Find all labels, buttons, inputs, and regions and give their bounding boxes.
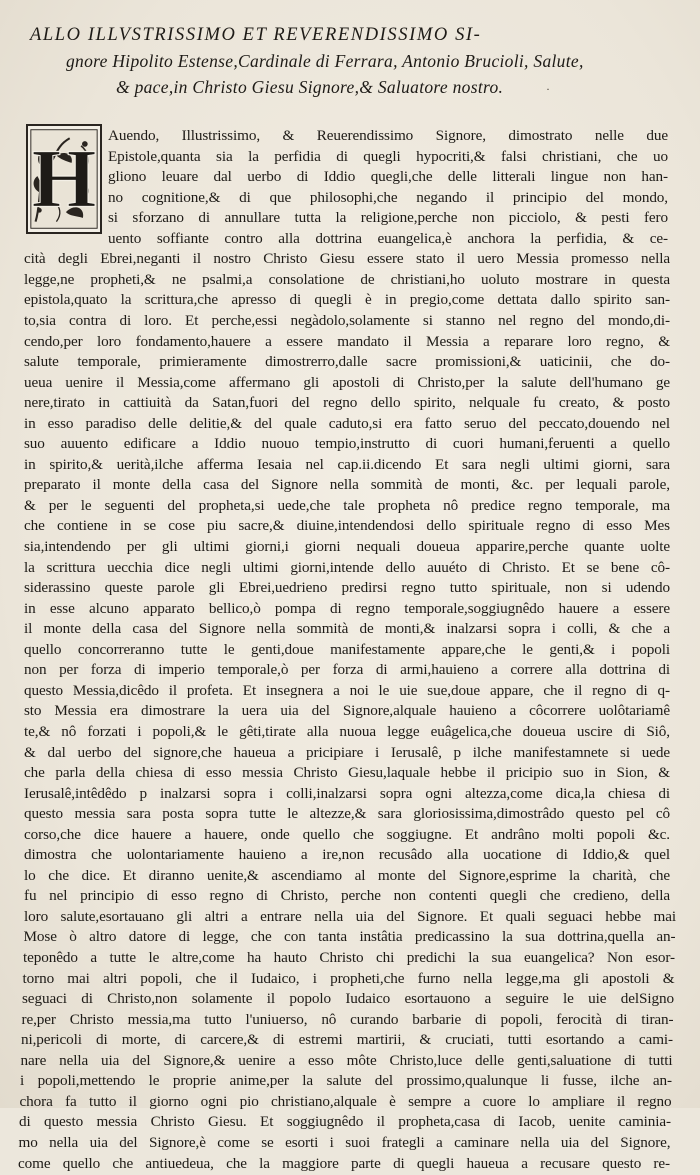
text-line: nere,tirato in cattiuità da Satan,fuori del regno dello spirito, nelquale fu creato, & posto: [24, 394, 670, 412]
text-line: siderassino queste parole gli Ebrei,uedrieno predirsi regno tutto spirituale, non si udendo: [24, 579, 670, 597]
heading-line-3: & pace,in Christo Giesu Signore,& Saluatore nostro.: [116, 77, 504, 97]
text-line: che contiene in se cose piu sacre,& diuine,intendendosi dello spirituale regno di esso Mes: [24, 517, 670, 535]
text-line: Epistole,quanta sia la perfidia di quegli hypocriti,& falsi christiani, che uo: [108, 147, 668, 165]
decorated-initial-letter: [26, 124, 102, 234]
text-line: Ierusalê,intêdêdo p inalzarsi sopra i colli,inalzarsi sopra ogni altezza,come dica,la chiesa di: [24, 784, 670, 802]
text-line: in esse alcuno apparato bellico,ò pompa di regno temporale,soggiugnêdo hauere a essere: [24, 599, 670, 617]
text-line: Auendo, Illustrissimo, & Reuerendissimo Signore, dimostrato nelle due: [108, 127, 668, 144]
text-line: teponêdo a tutte le altre,come ha hauto Christo chi predichi la sua euangelica? Non esor-: [23, 949, 675, 966]
text-line: preparato il monte della casa del Signore nella sommità de monti, &c. per lequali parole,: [24, 476, 670, 494]
text-line: loro salute,esortauano gli altri a entrare nella uia del Signore. Et quali seguaci hebbe mai: [24, 907, 676, 925]
text-line: te,& nô forzati i popoli,& le gêti,tirate alla nuoua legge euâgelica,che doueua uscire di Siô,: [24, 722, 670, 740]
text-line: questo Messia,dicêdo il profeta. Et insegnera a noi le uie sue,doue appare, che il regno di q-: [24, 681, 670, 699]
text-line: cendo,per loro fondamento,hauere a essere mandato il Messia a reparare loro regno, &: [24, 332, 670, 350]
text-line: come quello che antiuedeua, che la maggiore parte di quegli haueua a recusare questo re-: [18, 1154, 670, 1172]
text-line: fu nel principio di esso regno di Christo, perche non contenti quegli che credieno, della: [24, 887, 670, 905]
text-line: gliono leuare dal uerbo di Iddio quegli,che delle litterali lingue non han-: [108, 168, 668, 186]
text-line: il monte della casa del Signore nella sommità de monti,& inalzarsi sopra i colli, & che a: [24, 620, 670, 638]
text-line: lo che dice. Et diranno uenite,& ascendiamo al monte del Signore,esprime la charità, che: [24, 866, 670, 884]
text-line: & dal uerbo del signore,che haueua a pricipiare i Ierusalê, p ilche manifestamnete si uede: [24, 743, 670, 761]
text-line: torno mai altri popoli, che il Iudaico, i propheti,che furno nella legge,ma gli apostoli &: [22, 969, 675, 987]
text-line: re,per Christo messia,ma tutto l'uniuerso, nô curando barbarie di popoli, ferocità di tiran-: [21, 1010, 674, 1028]
text-line: chora fa tutto il giorno ogni pio christiano,alquale è sempre a cuore lo ampliare il regno: [19, 1092, 672, 1110]
text-line: di questo messia Christo Giesu. Et soggiugnêdo il propheta,casa di Iacob, uenite caminia-: [19, 1113, 671, 1131]
text-line: si sforzano di annullare tutta la religione,perche non picciolo, & pesti fero: [108, 209, 668, 227]
text-line: i popoli,mettendo le proprie anime,per la salute del prossimo,qualunque li fusse, ilche an-: [20, 1072, 672, 1090]
text-line: cità degli Ebrei,neganti il nostro Christo Giesu essere stato il uero Messia promesso nella: [24, 250, 670, 268]
text-line: sia,intendendo per gli ultimi giorni,i giorni nequali doueua apparire,perche quante uolte: [24, 538, 670, 555]
text-line: non per forza di imperio temporale,ò per forza di armi,hauieno a correre alla dottrina di: [24, 661, 670, 679]
text-line: uento soffiante contro alla dottrina euangelica,è anchora la perfidia, & ce-: [108, 229, 668, 247]
printer-mark-icon: ·: [546, 82, 550, 96]
dedication-heading: [30, 22, 670, 100]
text-line: salute temporale, primieramente dimostrerro,dalle sacre promissioni,& uaticinii, che do-: [24, 353, 670, 371]
text-line: to,sia contra di loro. Et perche,essi negàdolo,solamente si stanno nel regno del mondo,di-: [24, 311, 670, 329]
text-line: dimostra che uolontariamente hauieno a ire,non recusâdo alla uocatione di Iddio,& quel: [24, 846, 670, 864]
text-line: corso,che dice hauere a hauere, onde quello che soggiugne. Et andrâno molti popoli &c.: [24, 825, 670, 843]
text-line: che parla della chiesa di esso messia Christo Giesu,laquale hebbe il pricipio suo in Sion, &: [24, 764, 670, 782]
heading-line-1: ALLO ILLVSTRISSIMO ET REVERENDISSIMO SI-: [30, 25, 482, 45]
initial-letter-glyph: [28, 126, 100, 232]
text-line: suo auuento edificare a Iddio nuouo tempio,instrutto di cuori humani,feruenti a quello: [24, 435, 670, 453]
text-line: quello concorreranno tutte le genti,doue manifestamente appare,che le genti,& i popoli: [24, 640, 670, 658]
initial-letter-text: H: [31, 133, 97, 226]
text-line: in spirito,& uerità,ilche afferma Iesaia nel cap.ii.dicendo Et sara negli ultimi giorni, sara: [24, 455, 670, 473]
text-line: legge,ne propheti,& ne psalmi,a consolatione de christiani,ho uoluto mostrare in questa: [24, 270, 670, 288]
text-line: la scrittura uecchia dice negli ultimi giorni,intende dello auuéto di Christo. Et se bene cô-: [24, 558, 670, 576]
text-line: mo nella uia del Signore,è come se esorti i suoi frategli a caminare nella uia del Signore,: [18, 1133, 671, 1151]
text-line: ni,pericoli di morte, di carcere,& di estremi martirii, & cruciati, tutti esortando a cami-: [21, 1031, 673, 1049]
text-line: in esso paradiso delle delitie,& del quale caduto,si era fatto seruo del peccato,douendo nel: [24, 414, 670, 432]
text-line: nare nella uia del Signore,& uenire a esso môte Christo,luce delle genti,saluatione di tutti: [20, 1051, 673, 1069]
text-line: & per le seguenti del propheta,si uede,che tale propheta nô predice regno temporale, ma: [24, 496, 670, 514]
text-line: seguaci di Christo,non solamente il popolo Iudaico esortauono a seguire le uie delSigno: [22, 990, 674, 1008]
text-line: no cognitione,& di que philosophi,che negando il principio del mondo,: [108, 188, 668, 206]
text-line: ueua uenire il Messia,come affermano gli apostoli di Christo,per la salute dell'humano ge: [24, 373, 670, 391]
heading-line-2: gnore Hipolito Estense,Cardinale di Ferrara, Antonio Brucioli, Salute,: [66, 51, 584, 71]
text-line: epistola,quato la scrittura,che apresso di quegli è in pregio,come dettata dallo spirito san-: [24, 291, 670, 309]
text-line: questo messia sara posta sopra tutte le altezze,& sara gloriosissima,dimostrâdo questo pel cô: [24, 805, 670, 823]
text-line: sto Messia era dimostrare la uera uia del Signore,alquale hauieno a côcorrere uolôtariamê: [24, 702, 670, 720]
text-line: Mose ò altro datore di legge, che con tanta instâtia predicassino la sua dottrina,quella an-: [23, 928, 676, 946]
